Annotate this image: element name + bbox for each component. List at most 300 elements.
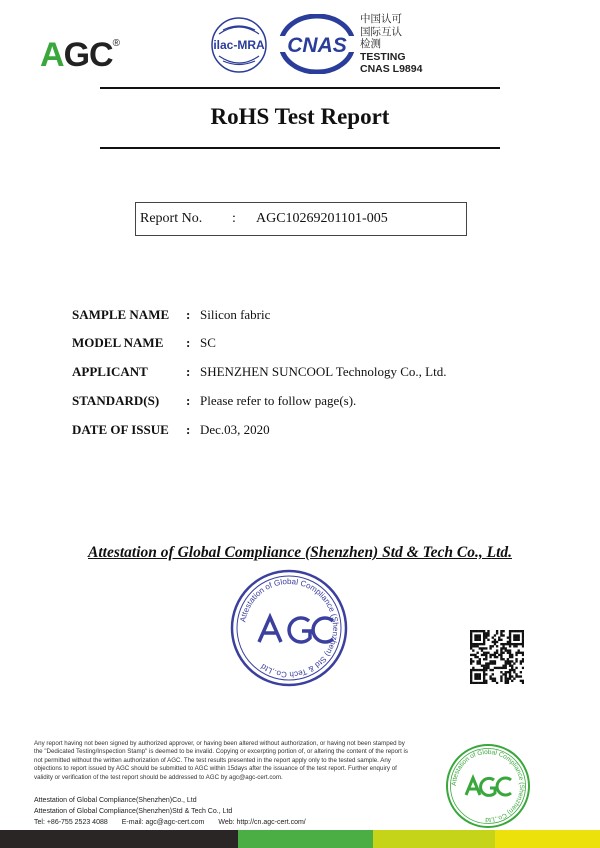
qr-module (487, 662, 489, 664)
qr-module (470, 669, 472, 671)
qr-module (509, 649, 511, 651)
qr-module (485, 682, 487, 684)
qr-module (520, 671, 522, 673)
qr-module (474, 673, 476, 675)
qr-module (496, 656, 498, 658)
qr-module (479, 673, 481, 675)
qr-module (522, 680, 524, 682)
qr-module (487, 634, 489, 636)
qr-module (505, 662, 507, 664)
qr-module (522, 682, 524, 684)
qr-module (511, 630, 513, 632)
qr-module (509, 662, 511, 664)
qr-module (511, 667, 513, 669)
qr-module (515, 658, 517, 660)
qr-module (474, 656, 476, 658)
qr-module (507, 652, 509, 654)
qr-module (474, 645, 476, 647)
qr-module (509, 645, 511, 647)
qr-module (522, 636, 524, 638)
qr-module (498, 636, 500, 638)
qr-module (481, 665, 483, 667)
qr-module (476, 656, 478, 658)
qr-module (502, 630, 504, 632)
qr-module (474, 682, 476, 684)
qr-module (481, 669, 483, 671)
qr-module (498, 654, 500, 656)
qr-module (513, 634, 515, 636)
testing-stamp-agc-mark (466, 778, 511, 795)
qr-module (505, 667, 507, 669)
qr-module (470, 639, 472, 641)
page-title: RoHS Test Report (210, 104, 390, 129)
qr-module (472, 660, 474, 662)
qr-module (515, 645, 517, 647)
qr-module (470, 675, 472, 677)
qr-module (500, 654, 502, 656)
qr-module (511, 654, 513, 656)
qr-module (507, 658, 509, 660)
qr-module (481, 682, 483, 684)
qr-module (483, 665, 485, 667)
qr-module (509, 665, 511, 667)
qr-module (483, 671, 485, 673)
attestation-company: Attestation of Global Compliance (Shenzhen) Std & Tech Co., Ltd. (88, 544, 512, 561)
qr-module (500, 658, 502, 660)
qr-module (513, 669, 515, 671)
qr-module (520, 630, 522, 632)
qr-module (515, 630, 517, 632)
qr-module (505, 671, 507, 673)
qr-module (489, 675, 491, 677)
qr-module (520, 643, 522, 645)
qr-module (500, 634, 502, 636)
qr-module (496, 652, 498, 654)
qr-module (500, 639, 502, 641)
qr-module (509, 634, 511, 636)
qr-module (492, 662, 494, 664)
qr-module (479, 647, 481, 649)
qr-module (500, 647, 502, 649)
qr-module (509, 639, 511, 641)
qr-module (494, 660, 496, 662)
qr-module (470, 671, 472, 673)
qr-module (470, 641, 472, 643)
qr-module (489, 656, 491, 658)
qr-module (520, 662, 522, 664)
qr-module (507, 641, 509, 643)
qr-module (479, 634, 481, 636)
qr-module (522, 660, 524, 662)
qr-module (492, 680, 494, 682)
qr-module (500, 667, 502, 669)
qr-module (483, 678, 485, 680)
qr-module (485, 656, 487, 658)
qr-module (479, 675, 481, 677)
qr-module (479, 643, 481, 645)
qr-module (502, 658, 504, 660)
qr-module (509, 660, 511, 662)
qr-module (483, 654, 485, 656)
qr-module (513, 643, 515, 645)
qr-module (509, 643, 511, 645)
qr-module (520, 660, 522, 662)
qr-module (509, 652, 511, 654)
qr-module (476, 675, 478, 677)
qr-module (494, 634, 496, 636)
qr-module (498, 639, 500, 641)
qr-module (511, 675, 513, 677)
qr-module (507, 680, 509, 682)
qr-module (500, 678, 502, 680)
qr-module (481, 654, 483, 656)
qr-module (472, 669, 474, 671)
qr-module (500, 675, 502, 677)
qr-module (494, 652, 496, 654)
qr-module (481, 647, 483, 649)
qr-module (515, 639, 517, 641)
qr-module (483, 639, 485, 641)
qr-module (489, 645, 491, 647)
qr-module (485, 680, 487, 682)
qr-module (474, 678, 476, 680)
qr-module (496, 645, 498, 647)
qr-module (470, 647, 472, 649)
qr-module (515, 667, 517, 669)
qr-module (520, 680, 522, 682)
qr-module (474, 639, 476, 641)
qr-module (470, 636, 472, 638)
qr-module (513, 645, 515, 647)
qr-module (518, 634, 520, 636)
divider (100, 147, 500, 149)
qr-module (485, 667, 487, 669)
qr-module (496, 682, 498, 684)
qr-module (500, 671, 502, 673)
qr-module (515, 675, 517, 677)
qr-module (509, 678, 511, 680)
testing-stamp (446, 744, 530, 828)
qr-module (481, 630, 483, 632)
qr-module (507, 662, 509, 664)
qr-module (507, 678, 509, 680)
qr-module (498, 667, 500, 669)
qr-module (505, 660, 507, 662)
ilac-mra-logo (205, 16, 273, 74)
qr-module (505, 680, 507, 682)
qr-module (500, 656, 502, 658)
qr-module (522, 654, 524, 656)
qr-module (483, 641, 485, 643)
qr-module (518, 675, 520, 677)
qr-module (520, 675, 522, 677)
qr-module (479, 662, 481, 664)
qr-module (479, 639, 481, 641)
qr-module (515, 643, 517, 645)
qr-module (470, 630, 472, 632)
qr-module (489, 654, 491, 656)
qr-module (496, 641, 498, 643)
qr-module (509, 673, 511, 675)
qr-module (522, 658, 524, 660)
qr-module (485, 634, 487, 636)
qr-module (520, 652, 522, 654)
qr-module (483, 634, 485, 636)
qr-module (494, 639, 496, 641)
qr-module (483, 643, 485, 645)
qr-module (483, 669, 485, 671)
qr-module (476, 639, 478, 641)
qr-module (515, 660, 517, 662)
qr-module (485, 662, 487, 664)
qr-module (500, 632, 502, 634)
qr-module (509, 632, 511, 634)
qr-module (500, 649, 502, 651)
qr-module (511, 669, 513, 671)
qr-module (489, 647, 491, 649)
qr-module (502, 652, 504, 654)
qr-module (479, 678, 481, 680)
qr-module (513, 671, 515, 673)
qr-module (489, 662, 491, 664)
qr-module (511, 660, 513, 662)
qr-module (502, 647, 504, 649)
qr-module (485, 665, 487, 667)
qr-module (476, 678, 478, 680)
qr-module (483, 675, 485, 677)
qr-module (518, 630, 520, 632)
qr-module (502, 645, 504, 647)
qr-module (513, 636, 515, 638)
qr-module (474, 643, 476, 645)
qr-module (476, 634, 478, 636)
qr-module (522, 632, 524, 634)
qr-module (470, 658, 472, 660)
qr-module (470, 645, 472, 647)
footer-bar-lime (373, 830, 495, 848)
qr-module (489, 678, 491, 680)
qr-module (483, 632, 485, 634)
qr-module (494, 643, 496, 645)
qr-module (509, 641, 511, 643)
qr-module (505, 678, 507, 680)
qr-module (500, 643, 502, 645)
qr-module (487, 639, 489, 641)
qr-module (485, 652, 487, 654)
qr-module (507, 671, 509, 673)
qr-module (509, 675, 511, 677)
qr-module (483, 652, 485, 654)
qr-module (474, 636, 476, 638)
qr-module (496, 649, 498, 651)
qr-module (518, 643, 520, 645)
qr-module (474, 634, 476, 636)
qr-module (511, 665, 513, 667)
qr-module (522, 630, 524, 632)
qr-module (518, 652, 520, 654)
qr-module (485, 669, 487, 671)
qr-module (470, 643, 472, 645)
qr-module (494, 662, 496, 664)
qr-module (481, 643, 483, 645)
qr-module (515, 673, 517, 675)
qr-module (496, 630, 498, 632)
qr-module (474, 630, 476, 632)
qr-module (487, 667, 489, 669)
qr-module (507, 660, 509, 662)
qr-module (518, 639, 520, 641)
qr-module (509, 669, 511, 671)
qr-code[interactable] (470, 630, 524, 684)
qr-module (492, 673, 494, 675)
qr-module (505, 647, 507, 649)
qr-module (494, 678, 496, 680)
qr-module (518, 636, 520, 638)
qr-module (515, 652, 517, 654)
qr-module (476, 636, 478, 638)
qr-module (470, 673, 472, 675)
qr-module (483, 680, 485, 682)
qr-module (509, 636, 511, 638)
qr-module (505, 643, 507, 645)
qr-module (479, 636, 481, 638)
qr-module (502, 665, 504, 667)
cnas-accreditation-text: 中国认可 国际互认 检测 TESTING CNAS L9894 (360, 13, 423, 75)
qr-module (474, 669, 476, 671)
qr-module (487, 632, 489, 634)
cnas-logo (278, 14, 356, 74)
qr-module (489, 669, 491, 671)
qr-module (474, 654, 476, 656)
qr-module (485, 673, 487, 675)
svg-text:Attestation of Global Complian: Attestation of Global Compliance (Shenzhen) Std & Tech Co.,Ltd (238, 576, 341, 680)
qr-module (522, 639, 524, 641)
qr-module (483, 667, 485, 669)
stamp-agc-mark (259, 617, 333, 642)
qr-module (509, 654, 511, 656)
qr-module (470, 654, 472, 656)
qr-module (522, 634, 524, 636)
qr-module (522, 643, 524, 645)
qr-module (492, 660, 494, 662)
qr-module (522, 667, 524, 669)
qr-module (505, 665, 507, 667)
svg-text:ilac-MRA: ilac-MRA (213, 38, 265, 52)
qr-module (496, 667, 498, 669)
qr-module (511, 656, 513, 658)
report-number-box: Report No. : AGC10269201101-005 (135, 202, 467, 236)
qr-module (483, 630, 485, 632)
qr-module (476, 673, 478, 675)
qr-module (479, 658, 481, 660)
qr-module (494, 654, 496, 656)
qr-module (472, 643, 474, 645)
footer-bar-dark (0, 830, 238, 848)
disclaimer-text: Any report having not been signed by authorized approver, or having been altered without authorization, or having not been stamped by the "Dedicated Testing/Inspection Stamp" is deemed to be invalid. Copying or excerpting portion of, or altering the content of the report is not permitted without the written authorization of AGC. The test results presented in the report apply only to the tested sample. Any objections to report issued by AGC should be submitted to AGC within 15days after the issuance of the test report. Further enquiry of validity or verification of the test report should be addressed to AGC by agc@agc-cert.com. (34, 740, 409, 781)
qr-module (500, 680, 502, 682)
qr-module (515, 636, 517, 638)
qr-module (470, 678, 472, 680)
qr-module (472, 654, 474, 656)
footer-bar-yellow (495, 830, 600, 848)
qr-module (511, 680, 513, 682)
qr-module (492, 654, 494, 656)
qr-module (509, 656, 511, 658)
qr-module (476, 660, 478, 662)
qr-module (509, 630, 511, 632)
qr-module (483, 658, 485, 660)
qr-module (507, 643, 509, 645)
qr-module (505, 675, 507, 677)
qr-module (507, 682, 509, 684)
qr-module (507, 636, 509, 638)
qr-module (518, 649, 520, 651)
qr-module (487, 630, 489, 632)
qr-module (470, 632, 472, 634)
qr-module (476, 645, 478, 647)
qr-module (494, 667, 496, 669)
qr-module (492, 641, 494, 643)
divider (100, 87, 500, 89)
qr-module (502, 634, 504, 636)
qr-module (476, 669, 478, 671)
qr-module (485, 632, 487, 634)
qr-module (505, 649, 507, 651)
qr-module (485, 647, 487, 649)
qr-module (489, 660, 491, 662)
qr-module (472, 645, 474, 647)
qr-module (476, 682, 478, 684)
qr-module (485, 654, 487, 656)
qr-module (522, 652, 524, 654)
qr-module (476, 662, 478, 664)
qr-module (494, 641, 496, 643)
qr-module (479, 660, 481, 662)
qr-module (492, 636, 494, 638)
qr-module (476, 652, 478, 654)
qr-module (472, 630, 474, 632)
qr-module (505, 682, 507, 684)
qr-module (476, 643, 478, 645)
qr-module (502, 667, 504, 669)
qr-module (494, 656, 496, 658)
company-stamp (229, 568, 349, 688)
qr-module (485, 658, 487, 660)
qr-module (492, 645, 494, 647)
qr-module (485, 636, 487, 638)
qr-module (487, 652, 489, 654)
qr-module (511, 643, 513, 645)
qr-module (487, 665, 489, 667)
qr-module (474, 675, 476, 677)
qr-module (472, 667, 474, 669)
qr-module (476, 630, 478, 632)
qr-module (479, 669, 481, 671)
qr-module (470, 634, 472, 636)
qr-module (513, 639, 515, 641)
footer-contact: Attestation of Global Compliance(Shenzhen)Co., Ltd Attestation of Global Compliance(Shenzhen)Std & Tech Co., Ltd Tel: +86-755 2523 4088 E-mail: agc@agc-cert.com Web: http://cn.agc-cert.com/ (34, 797, 306, 826)
qr-module (483, 636, 485, 638)
svg-text:Attestation of Global Complian: Attestation of Global Compliance (Shenzhen) Co.,Ltd (450, 748, 526, 824)
qr-module (515, 654, 517, 656)
qr-module (502, 673, 504, 675)
qr-module (470, 680, 472, 682)
qr-module (522, 645, 524, 647)
qr-module (483, 647, 485, 649)
qr-module (513, 678, 515, 680)
qr-module (507, 649, 509, 651)
footer-bar-green (238, 830, 373, 848)
